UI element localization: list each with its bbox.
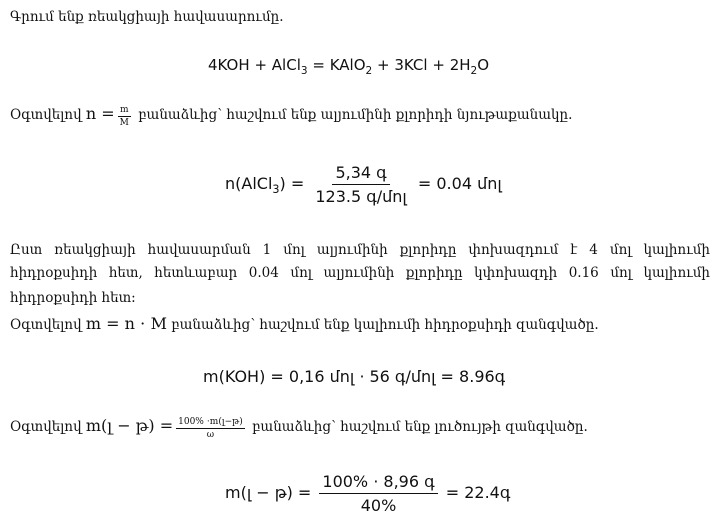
line-tail: բանաձևից՝ հաշվում ենք կալիումի հիդրօքսիդի զանգվածը. (171, 317, 599, 333)
reactant-alcl3: AlCl$_3$ (271, 56, 308, 77)
fraction-numerator: m (120, 105, 129, 115)
paragraph-line-1: Ըստ ռեակցիայի հավասարման 1 մոլ ալյումինի քլորիդը փոխազդում է 4 մոլ կալիումի (10, 242, 710, 258)
fraction-numerator: 100% ⋅ 8,96 գ (319, 472, 437, 494)
fraction-denominator: M (119, 118, 129, 128)
formula-fraction (118, 105, 131, 128)
paragraph-line-2: հիդրօքսիդի հետ, հետևաբար 0.04 մոլ ալյումինի քլորիդը կփոխազդի 0.16 մոլ կալիումի (10, 265, 710, 281)
fraction-denominator: ω (206, 430, 215, 440)
formula: m = n ⋅ M (85, 314, 167, 333)
formula-fraction (176, 417, 245, 440)
line-tail: բանաձևից՝ հաշվում ենք ալյումինի քլորիդի նյութաքանակը. (138, 107, 573, 123)
intro-text: Գրում ենք ռեակցիայի հավասարումը. (10, 9, 284, 25)
plus-sign: + (432, 56, 445, 74)
lead-word: Օգտվելով (10, 107, 82, 123)
product-kalo2: KAlO$_2$ (329, 56, 373, 77)
equation-mass-koh: m(KOH) = 0,16 մոլ ⋅ 56 գ/մոլ = 8.96գ (203, 367, 506, 386)
equation-solution-mass (225, 472, 510, 515)
reaction-equation (208, 56, 489, 77)
equation-fraction (319, 472, 437, 515)
equation-fraction (312, 163, 409, 206)
lead-word: Օգտվելով (10, 419, 82, 435)
fraction-denominator: 123.5 գ/մոլ (315, 187, 407, 206)
equation-result: = 22.4գ (445, 483, 511, 502)
equation-amount: n(AlCl$_3$) = $\frac{\text{5,34 գ}}{\text{123.5 գ/մոլ}}$ = 0.04 մոլ (225, 163, 502, 206)
equation-result: = 0.04 մոլ (417, 174, 502, 193)
lead-word: Օգտվելով (10, 317, 82, 333)
amount-formula-line (10, 104, 572, 128)
formula-lhs: m(լ − թ) = (85, 416, 174, 435)
plus-sign: + (254, 56, 268, 74)
mass-formula-line (10, 314, 599, 333)
paragraph-line-3: հիդրօքսիդի հետ: (10, 290, 136, 306)
equals-sign: = (312, 56, 325, 74)
fraction-numerator: 5,34 գ (332, 163, 389, 185)
fraction-numerator: 100% ⋅m(լ−թ) (178, 417, 243, 427)
formula-lhs: n = (85, 104, 115, 123)
product-water: $2H_2O$ (449, 56, 490, 77)
fraction-denominator: 40% (360, 496, 397, 515)
solution-formula-line (10, 416, 588, 440)
plus-sign: + (376, 56, 390, 74)
product-kcl: 3KCl (394, 56, 428, 74)
reactant-koh: 4KOH (208, 56, 250, 74)
equation-lhs: m(լ − թ) = (225, 483, 312, 502)
line-tail: բանաձևից՝ հաշվում ենք լուծույթի զանգվածը. (252, 419, 588, 435)
